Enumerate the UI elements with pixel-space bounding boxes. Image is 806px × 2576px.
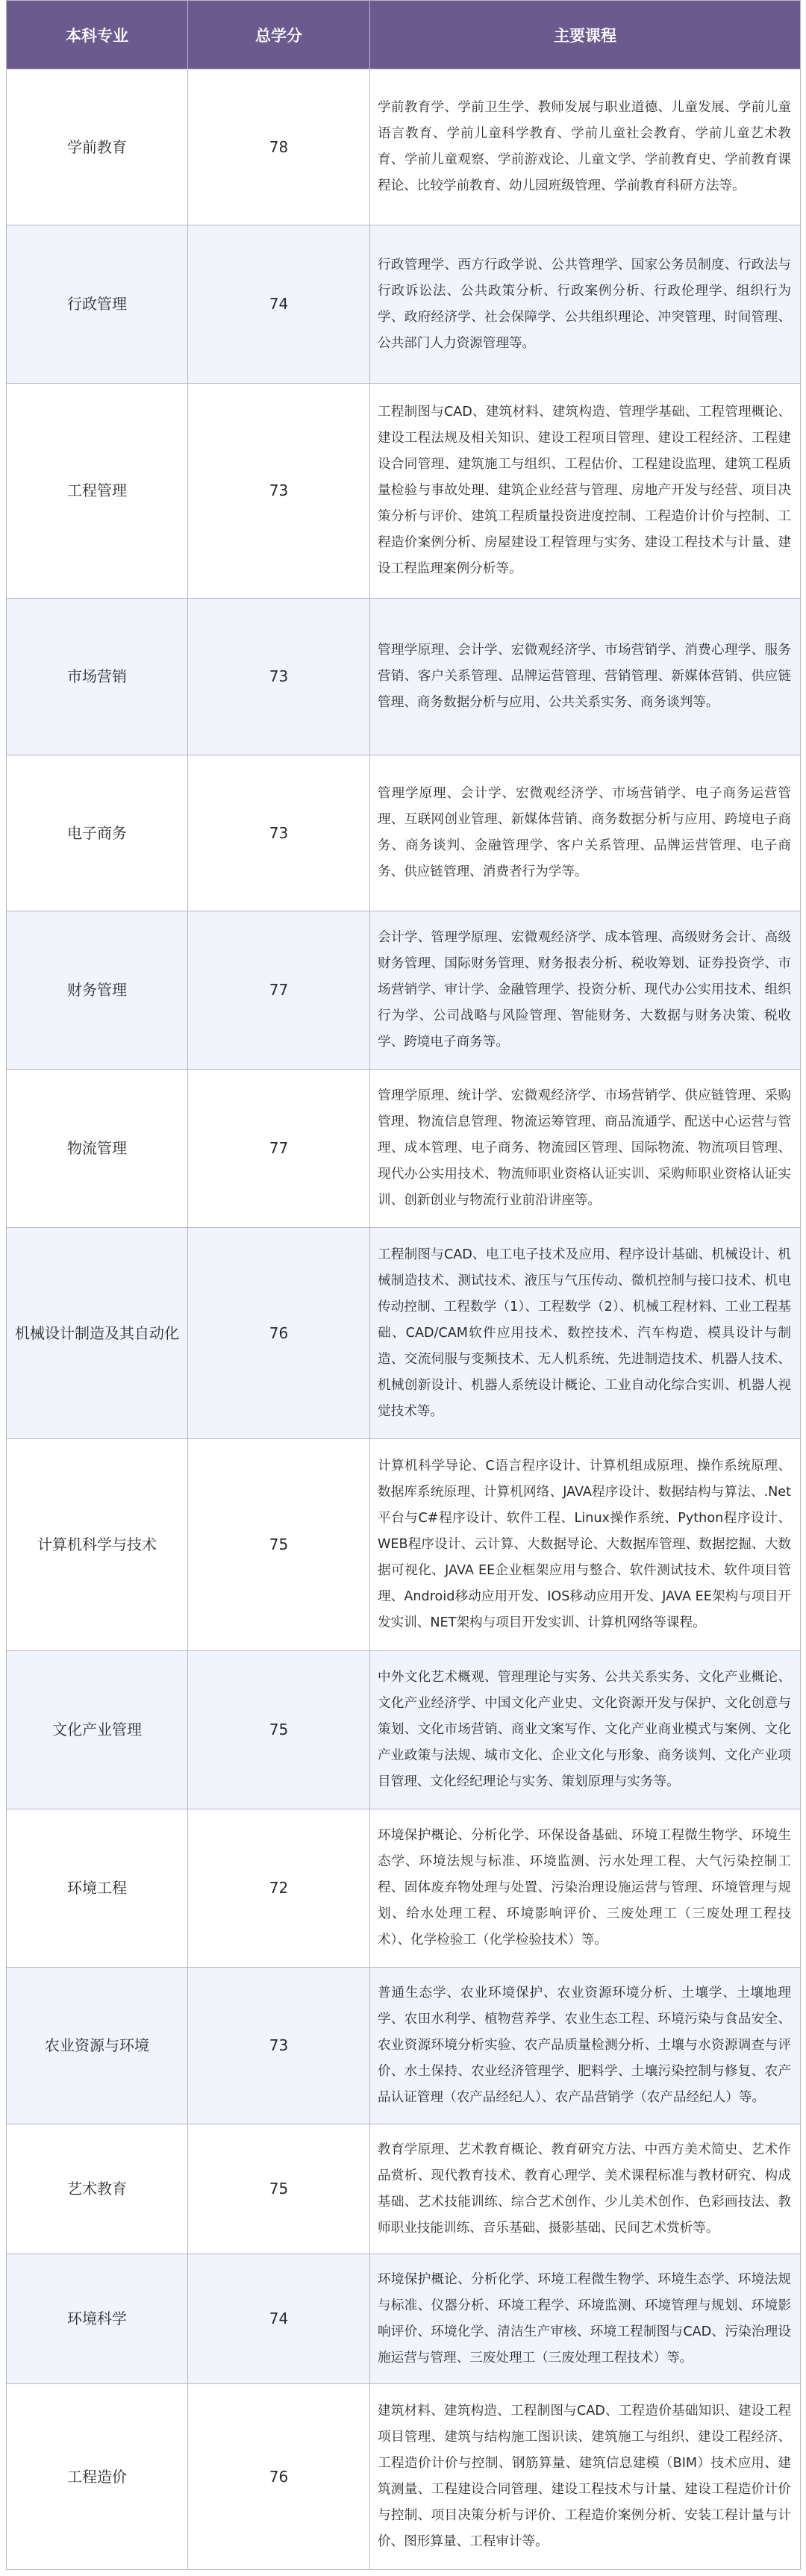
table-row — [7, 2124, 801, 2254]
header-major: 本科专业 — [7, 1, 188, 69]
credits-cell: 77 — [188, 911, 370, 1070]
major-cell: 机械设计制造及其自动化 — [7, 1228, 188, 1439]
table-row — [7, 1439, 801, 1651]
table-row — [7, 599, 801, 755]
header-credits: 总学分 — [188, 1, 370, 69]
major-cell: 农业资源与环境 — [7, 1968, 188, 2124]
major-cell: 市场营销 — [7, 599, 188, 755]
header-courses: 主要课程 — [370, 1, 801, 69]
courses-cell: 计算机科学导论、C语言程序设计、计算机组成原理、操作系统原理、数据库系统原理、计算机网络、JAVA程序设计、数据结构与算法、.Net平台与C#程序设计、软件工程、Linux操作系统、Python程序设计、WEB程序设计、云计算、大数据导论、大数据库管理、数据挖掘、大数据可视化、JAVA EE企业框架应用与整合、软件测试技术、软件项目管理、Android移动应用开发、IOS移动应用开发、JAVA EE架构与项目开发实训、NET架构与项目开发实训、计算机网络等课程。 — [370, 1439, 801, 1651]
credits-cell: 73 — [188, 1968, 370, 2124]
credits-cell: 73 — [188, 755, 370, 911]
credits-cell: 75 — [188, 2124, 370, 2254]
courses-cell: 工程制图与CAD、建筑材料、建筑构造、管理学基础、工程管理概论、建设工程法规及相关知识、建设工程项目管理、建设工程经济、工程建设合同管理、建筑施工与组织、工程估价、工程建设监理、建筑工程质量检验与事故处理、建筑企业经营与管理、房地产开发与经营、项目决策分析与评价、建筑工程质量投资进度控制、工程造价计价与控制、工程造价案例分析、房屋建设工程管理与实务、建设工程技术与计量、建设工程监理案例分析等。 — [370, 384, 801, 599]
table-row — [7, 225, 801, 384]
credits-cell: 75 — [188, 1651, 370, 1809]
major-cell: 工程造价 — [7, 2384, 188, 2570]
table-header — [7, 1, 801, 69]
table-row — [7, 1651, 801, 1809]
courses-cell: 建筑材料、建筑构造、工程制图与CAD、工程造价基础知识、建设工程项目管理、建筑与结构施工图识读、建筑施工与组织、建设工程经济、工程造价计价与控制、钢筋算量、建筑信息建模（BIM）技术应用、建筑测量、工程建设合同管理、建设工程技术与计量、建设工程造价计价与控制、项目决策分析与评价、工程造价案例分析、安装工程计量与计价、图形算量、工程审计等。 — [370, 2384, 801, 2570]
major-cell: 环境工程 — [7, 1809, 188, 1968]
credits-cell: 74 — [188, 225, 370, 384]
courses-cell: 管理学原理、统计学、宏微观经济学、市场营销学、供应链管理、采购管理、物流信息管理、物流运筹管理、商品流通学、配送中心运营与管理、成本管理、电子商务、物流园区管理、国际物流、物流项目管理、现代办公实用技术、物流师职业资格认证实训、采购师职业资格认证实训、创新创业与物流行业前沿讲座等。 — [370, 1070, 801, 1228]
credits-cell: 76 — [188, 2384, 370, 2570]
credits-cell: 74 — [188, 2254, 370, 2384]
courses-cell: 普通生态学、农业环境保护、农业资源环境分析、土壤学、土壤地理学、农田水利学、植物营养学、农业生态工程、环境污染与食品安全、农业资源环境分析实验、农产品质量检测分析、土壤与水资源调查与评价、水土保持、农业经济管理学、肥料学、土壤污染控制与修复、农产品认证管理（农产品经纪人）、农产品营销学（农产品经纪人）等。 — [370, 1968, 801, 2124]
credits-cell: 72 — [188, 1809, 370, 1968]
courses-cell: 管理学原理、会计学、宏微观经济学、市场营销学、电子商务运营管理、互联网创业管理、新媒体营销、商务数据分析与应用、跨境电子商务、商务谈判、金融管理学、客户关系管理、品牌运营管理、电子商务、供应链管理、消费者行为学等。 — [370, 755, 801, 911]
credits-cell: 78 — [188, 69, 370, 225]
table-row — [7, 384, 801, 599]
credits-cell: 73 — [188, 599, 370, 755]
courses-cell: 教育学原理、艺术教育概论、教育研究方法、中西方美术简史、艺术作品赏析、现代教育技术、教育心理学、美术课程标准与教材研究、构成基础、艺术技能训练、综合艺术创作、少儿美术创作、色彩画技法、教师职业技能训练、音乐基础、摄影基础、民间艺术赏析等。 — [370, 2124, 801, 2254]
major-cell: 行政管理 — [7, 225, 188, 384]
header-row — [7, 1, 801, 69]
courses-cell: 会计学、管理学原理、宏微观经济学、成本管理、高级财务会计、高级财务管理、国际财务管理、财务报表分析、税收筹划、证券投资学、市场营销学、审计学、金融管理学、投资分析、现代办公实用技术、组织行为学、公司战略与风险管理、智能财务、大数据与财务决策、税收学、跨境电子商务等。 — [370, 911, 801, 1070]
major-cell: 环境科学 — [7, 2254, 188, 2384]
major-cell: 物流管理 — [7, 1070, 188, 1228]
curriculum-table — [6, 0, 801, 2570]
table-row — [7, 1968, 801, 2124]
major-cell: 工程管理 — [7, 384, 188, 599]
credits-cell: 75 — [188, 1439, 370, 1651]
major-cell: 计算机科学与技术 — [7, 1439, 188, 1651]
table-body — [7, 69, 801, 2570]
courses-cell: 行政管理学、西方行政学说、公共管理学、国家公务员制度、行政法与行政诉讼法、公共政策分析、行政案例分析、行政伦理学、组织行为学、政府经济学、社会保障学、公共组织理论、冲突管理、时间管理、公共部门人力资源管理等。 — [370, 225, 801, 384]
table-row — [7, 911, 801, 1070]
major-cell: 文化产业管理 — [7, 1651, 188, 1809]
courses-cell: 环境保护概论、分析化学、环境工程微生物学、环境生态学、环境法规与标准、仪器分析、环境工程学、环境监测、环境管理与规划、环境影响评价、环境化学、清洁生产审核、环境工程制图与CAD、污染治理设施运营与管理、三废处理工（三废处理工程技术）等。 — [370, 2254, 801, 2384]
courses-cell: 中外文化艺术概观、管理理论与实务、公共关系实务、文化产业概论、文化产业经济学、中国文化产业史、文化资源开发与保护、文化创意与策划、文化市场营销、商业文案写作、文化产业商业模式与案例、文化产业政策与法规、城市文化、企业文化与形象、商务谈判、文化产业项目管理、文化经纪理论与实务、策划原理与实务等。 — [370, 1651, 801, 1809]
table-row — [7, 2254, 801, 2384]
credits-cell: 73 — [188, 384, 370, 599]
table-row — [7, 1809, 801, 1968]
table-row — [7, 1070, 801, 1228]
credits-cell: 77 — [188, 1070, 370, 1228]
major-cell: 艺术教育 — [7, 2124, 188, 2254]
table-row — [7, 69, 801, 225]
major-cell: 财务管理 — [7, 911, 188, 1070]
courses-cell: 管理学原理、会计学、宏微观经济学、市场营销学、消费心理学、服务营销、客户关系管理、品牌运营管理、营销管理、新媒体营销、供应链管理、商务数据分析与应用、公共关系实务、商务谈判等。 — [370, 599, 801, 755]
table-row — [7, 2384, 801, 2570]
table-row — [7, 755, 801, 911]
courses-cell: 环境保护概论、分析化学、环保设备基础、环境工程微生物学、环境生态学、环境法规与标准、环境监测、污水处理工程、大气污染控制工程、固体废弃物处理与处置、污染治理设施运营与管理、环境管理与规划、给水处理工程、环境影响评价、三废处理工（三废处理工程技术）、化学检验工（化学检验技术）等。 — [370, 1809, 801, 1968]
table-row — [7, 1228, 801, 1439]
courses-cell: 工程制图与CAD、电工电子技术及应用、程序设计基础、机械设计、机械制造技术、测试技术、液压与气压传动、微机控制与接口技术、机电传动控制、工程数学（1）、工程数学（2）、机械工程材料、工业工程基础、CAD/CAM软件应用技术、数控技术、汽车构造、模具设计与制造、交流伺服与变频技术、无人机系统、先进制造技术、机器人技术、机械创新设计、机器人系统设计概论、工业自动化综合实训、机器人视觉技术等。 — [370, 1228, 801, 1439]
major-cell: 电子商务 — [7, 755, 188, 911]
major-cell: 学前教育 — [7, 69, 188, 225]
credits-cell: 76 — [188, 1228, 370, 1439]
courses-cell: 学前教育学、学前卫生学、教师发展与职业道德、儿童发展、学前儿童语言教育、学前儿童科学教育、学前儿童社会教育、学前儿童艺术教育、学前儿童观察、学前游戏论、儿童文学、学前教育史、学前教育课程论、比较学前教育、幼儿园班级管理、学前教育科研方法等。 — [370, 69, 801, 225]
